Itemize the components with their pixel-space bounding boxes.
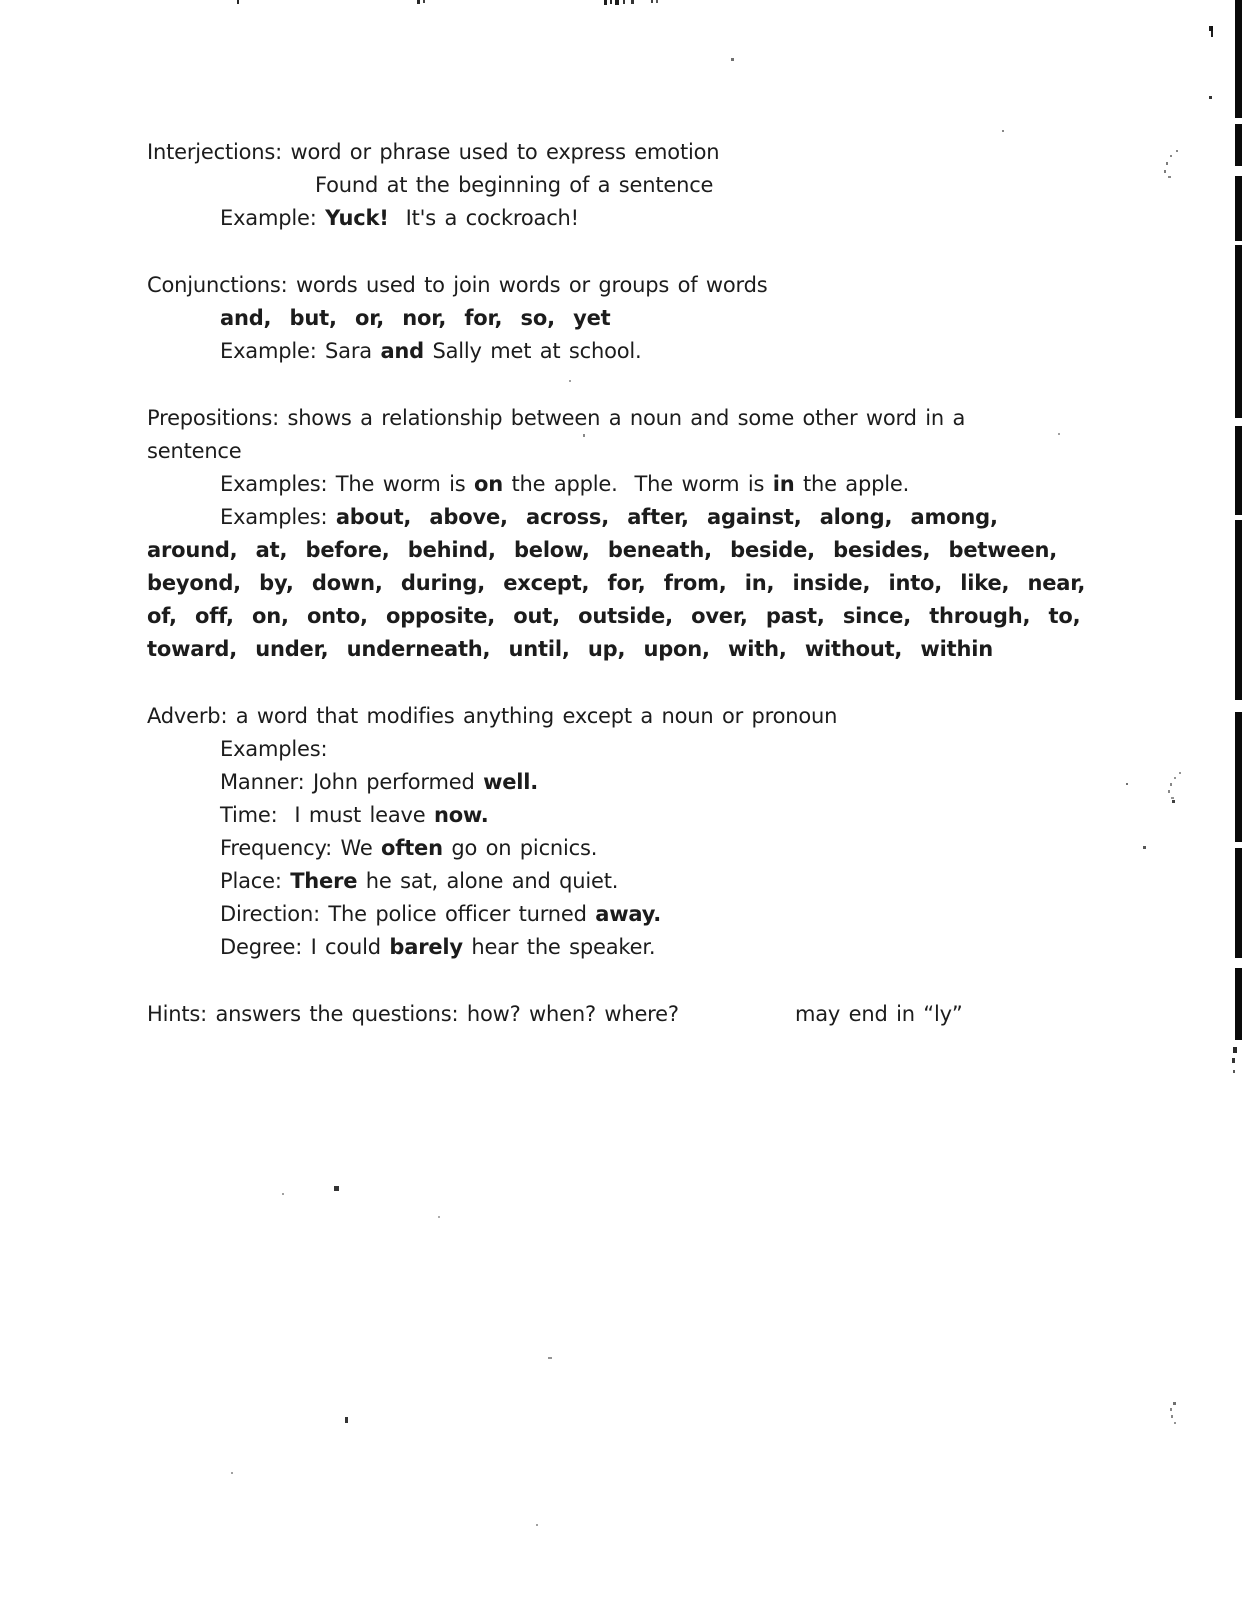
emphasis-text: toward, under, underneath, until, up, upon, with, without, within bbox=[147, 637, 993, 661]
text-segment: Place: bbox=[220, 869, 291, 893]
text-line bbox=[220, 302, 1157, 335]
scan-speck bbox=[1173, 1402, 1176, 1405]
text-segment: It's a cockroach! bbox=[388, 206, 579, 230]
text-segment: Conjunctions: words used to join words or groups of words bbox=[147, 273, 768, 297]
scan-speck bbox=[237, 0, 239, 4]
text-line bbox=[220, 832, 1157, 865]
emphasis-text: and, but, or, nor, for, so, yet bbox=[220, 306, 611, 330]
text-segment: Examples: bbox=[220, 737, 328, 761]
emphasis-text: barely bbox=[389, 935, 463, 959]
text-segment: Example: Sara bbox=[220, 339, 381, 363]
scan-speck bbox=[1171, 797, 1174, 799]
scan-speck bbox=[583, 434, 585, 437]
scan-speck bbox=[1126, 783, 1128, 785]
text-segment: Degree: I could bbox=[220, 935, 390, 959]
scan-speck bbox=[1170, 783, 1172, 786]
text-line bbox=[220, 898, 1157, 931]
text-segment: hear the speaker. bbox=[462, 935, 656, 959]
emphasis-text: about, above, across, after, against, along, among, bbox=[335, 505, 998, 529]
scan-speck bbox=[1170, 1408, 1172, 1411]
emphasis-text: on bbox=[474, 472, 503, 496]
text-segment: he sat, alone and quiet. bbox=[357, 869, 619, 893]
text-line bbox=[220, 931, 1157, 964]
scan-speck bbox=[1172, 800, 1175, 803]
scan-speck bbox=[1233, 1047, 1237, 1053]
scan-speck bbox=[282, 1193, 284, 1195]
scan-speck bbox=[569, 380, 571, 382]
section-interjections bbox=[147, 136, 1157, 235]
text-line bbox=[220, 766, 1157, 799]
text-line bbox=[147, 435, 1157, 468]
scan-speck bbox=[604, 0, 607, 5]
text-segment: Interjections: word or phrase used to express emotion bbox=[147, 140, 720, 164]
scan-speck bbox=[334, 1186, 339, 1191]
text-line bbox=[147, 136, 1157, 169]
scan-edge-notch bbox=[1235, 118, 1242, 124]
text-segment: Time: I must leave bbox=[220, 803, 434, 827]
scan-speck bbox=[231, 1472, 233, 1474]
scan-edge-notch bbox=[1235, 700, 1242, 712]
emphasis-text: There bbox=[290, 869, 358, 893]
text-line bbox=[147, 567, 1157, 600]
text-line bbox=[220, 733, 1157, 766]
scan-speck bbox=[1171, 1415, 1173, 1418]
scan-edge-strip bbox=[1235, 0, 1242, 1040]
scan-speck bbox=[1209, 96, 1212, 99]
text-line bbox=[220, 799, 1157, 832]
text-line bbox=[147, 998, 1157, 1031]
scan-edge-notch bbox=[1235, 241, 1242, 245]
scan-speck bbox=[1143, 846, 1146, 849]
scan-speck bbox=[623, 0, 625, 4]
section-adverb bbox=[147, 700, 1157, 964]
scan-edge-notch bbox=[1235, 842, 1242, 848]
scan-speck bbox=[1174, 1422, 1176, 1424]
scan-speck bbox=[631, 0, 634, 4]
scan-edge-notch bbox=[1235, 958, 1242, 968]
scan-speck bbox=[345, 1417, 348, 1423]
text-segment: Sally met at school. bbox=[424, 339, 642, 363]
scan-speck bbox=[423, 0, 425, 3]
section-conjunctions bbox=[147, 269, 1157, 368]
scan-speck bbox=[1058, 433, 1060, 435]
emphasis-text: and bbox=[380, 339, 424, 363]
emphasis-text: beyond, by, down, during, except, for, from, in, inside, into, like, near, bbox=[147, 571, 1086, 595]
text-segment: the apple. bbox=[794, 472, 910, 496]
emphasis-text: now. bbox=[433, 803, 489, 827]
text-segment: Manner: John performed bbox=[220, 770, 484, 794]
text-segment: Prepositions: shows a relationship between a noun and some other word in a bbox=[147, 406, 966, 430]
text-line bbox=[220, 468, 1157, 501]
text-line bbox=[220, 865, 1157, 898]
text-line bbox=[147, 269, 1157, 302]
scan-speck bbox=[438, 1216, 440, 1218]
scan-speck bbox=[1179, 772, 1181, 774]
emphasis-text: in bbox=[772, 472, 795, 496]
text-segment: Example: bbox=[220, 206, 326, 230]
text-segment: Found at the beginning of a sentence bbox=[315, 173, 714, 197]
emphasis-text: Yuck! bbox=[325, 206, 389, 230]
scan-speck bbox=[1233, 1070, 1235, 1073]
text-line bbox=[220, 335, 1157, 368]
scan-speck bbox=[536, 1524, 538, 1526]
emphasis-text: away. bbox=[595, 902, 662, 926]
text-segment: Adverb: a word that modifies anything except a noun or pronoun bbox=[147, 704, 838, 728]
text-segment: Hints: answers the questions: how? when? where? bbox=[147, 1002, 679, 1026]
text-segment: the apple. The worm is bbox=[503, 472, 773, 496]
text-line bbox=[147, 402, 1157, 435]
scan-speck bbox=[1176, 150, 1178, 152]
scan-speck bbox=[1174, 777, 1176, 779]
section-prepositions bbox=[147, 402, 1157, 666]
scan-speck bbox=[651, 0, 653, 3]
text-line bbox=[147, 534, 1157, 567]
text-segment: sentence bbox=[147, 439, 242, 463]
scan-speck bbox=[615, 0, 619, 5]
text-line bbox=[147, 600, 1157, 633]
text-line bbox=[147, 700, 1157, 733]
scan-speck bbox=[1002, 130, 1004, 132]
text-segment: may end in “ly” bbox=[795, 1002, 963, 1026]
text-line bbox=[147, 633, 1157, 666]
text-line bbox=[315, 169, 1157, 202]
scan-speck bbox=[1168, 790, 1170, 793]
scan-edge-notch bbox=[1235, 418, 1242, 426]
scan-speck bbox=[731, 58, 734, 61]
scan-speck bbox=[1164, 170, 1166, 173]
emphasis-text: of, off, on, onto, opposite, out, outside, over, past, since, through, to, bbox=[147, 604, 1081, 628]
text-segment: Frequency: We bbox=[220, 836, 382, 860]
scan-speck bbox=[1168, 176, 1171, 178]
text-line bbox=[220, 202, 1157, 235]
text-segment: Examples: The worm is bbox=[220, 472, 475, 496]
scan-speck bbox=[548, 1357, 552, 1359]
text-segment: Direction: The police officer turned bbox=[220, 902, 596, 926]
document-body bbox=[147, 136, 1157, 1065]
scan-speck bbox=[1232, 1058, 1235, 1063]
text-line bbox=[220, 501, 1157, 534]
scan-edge-notch bbox=[1235, 166, 1242, 176]
scan-edge-notch bbox=[1235, 515, 1242, 520]
emphasis-text: around, at, before, behind, below, beneath, beside, besides, between, bbox=[147, 538, 1058, 562]
scan-speck bbox=[656, 0, 658, 3]
scan-speck bbox=[610, 0, 612, 4]
emphasis-text: well. bbox=[483, 770, 539, 794]
scan-speck bbox=[1166, 162, 1168, 165]
text-segment: go on picnics. bbox=[442, 836, 598, 860]
scan-speck bbox=[1211, 26, 1213, 37]
section-hints bbox=[147, 998, 1157, 1031]
scan-speck bbox=[417, 0, 420, 4]
text-segment: Examples: bbox=[220, 505, 336, 529]
emphasis-text: often bbox=[381, 836, 443, 860]
scan-speck bbox=[1170, 155, 1172, 157]
